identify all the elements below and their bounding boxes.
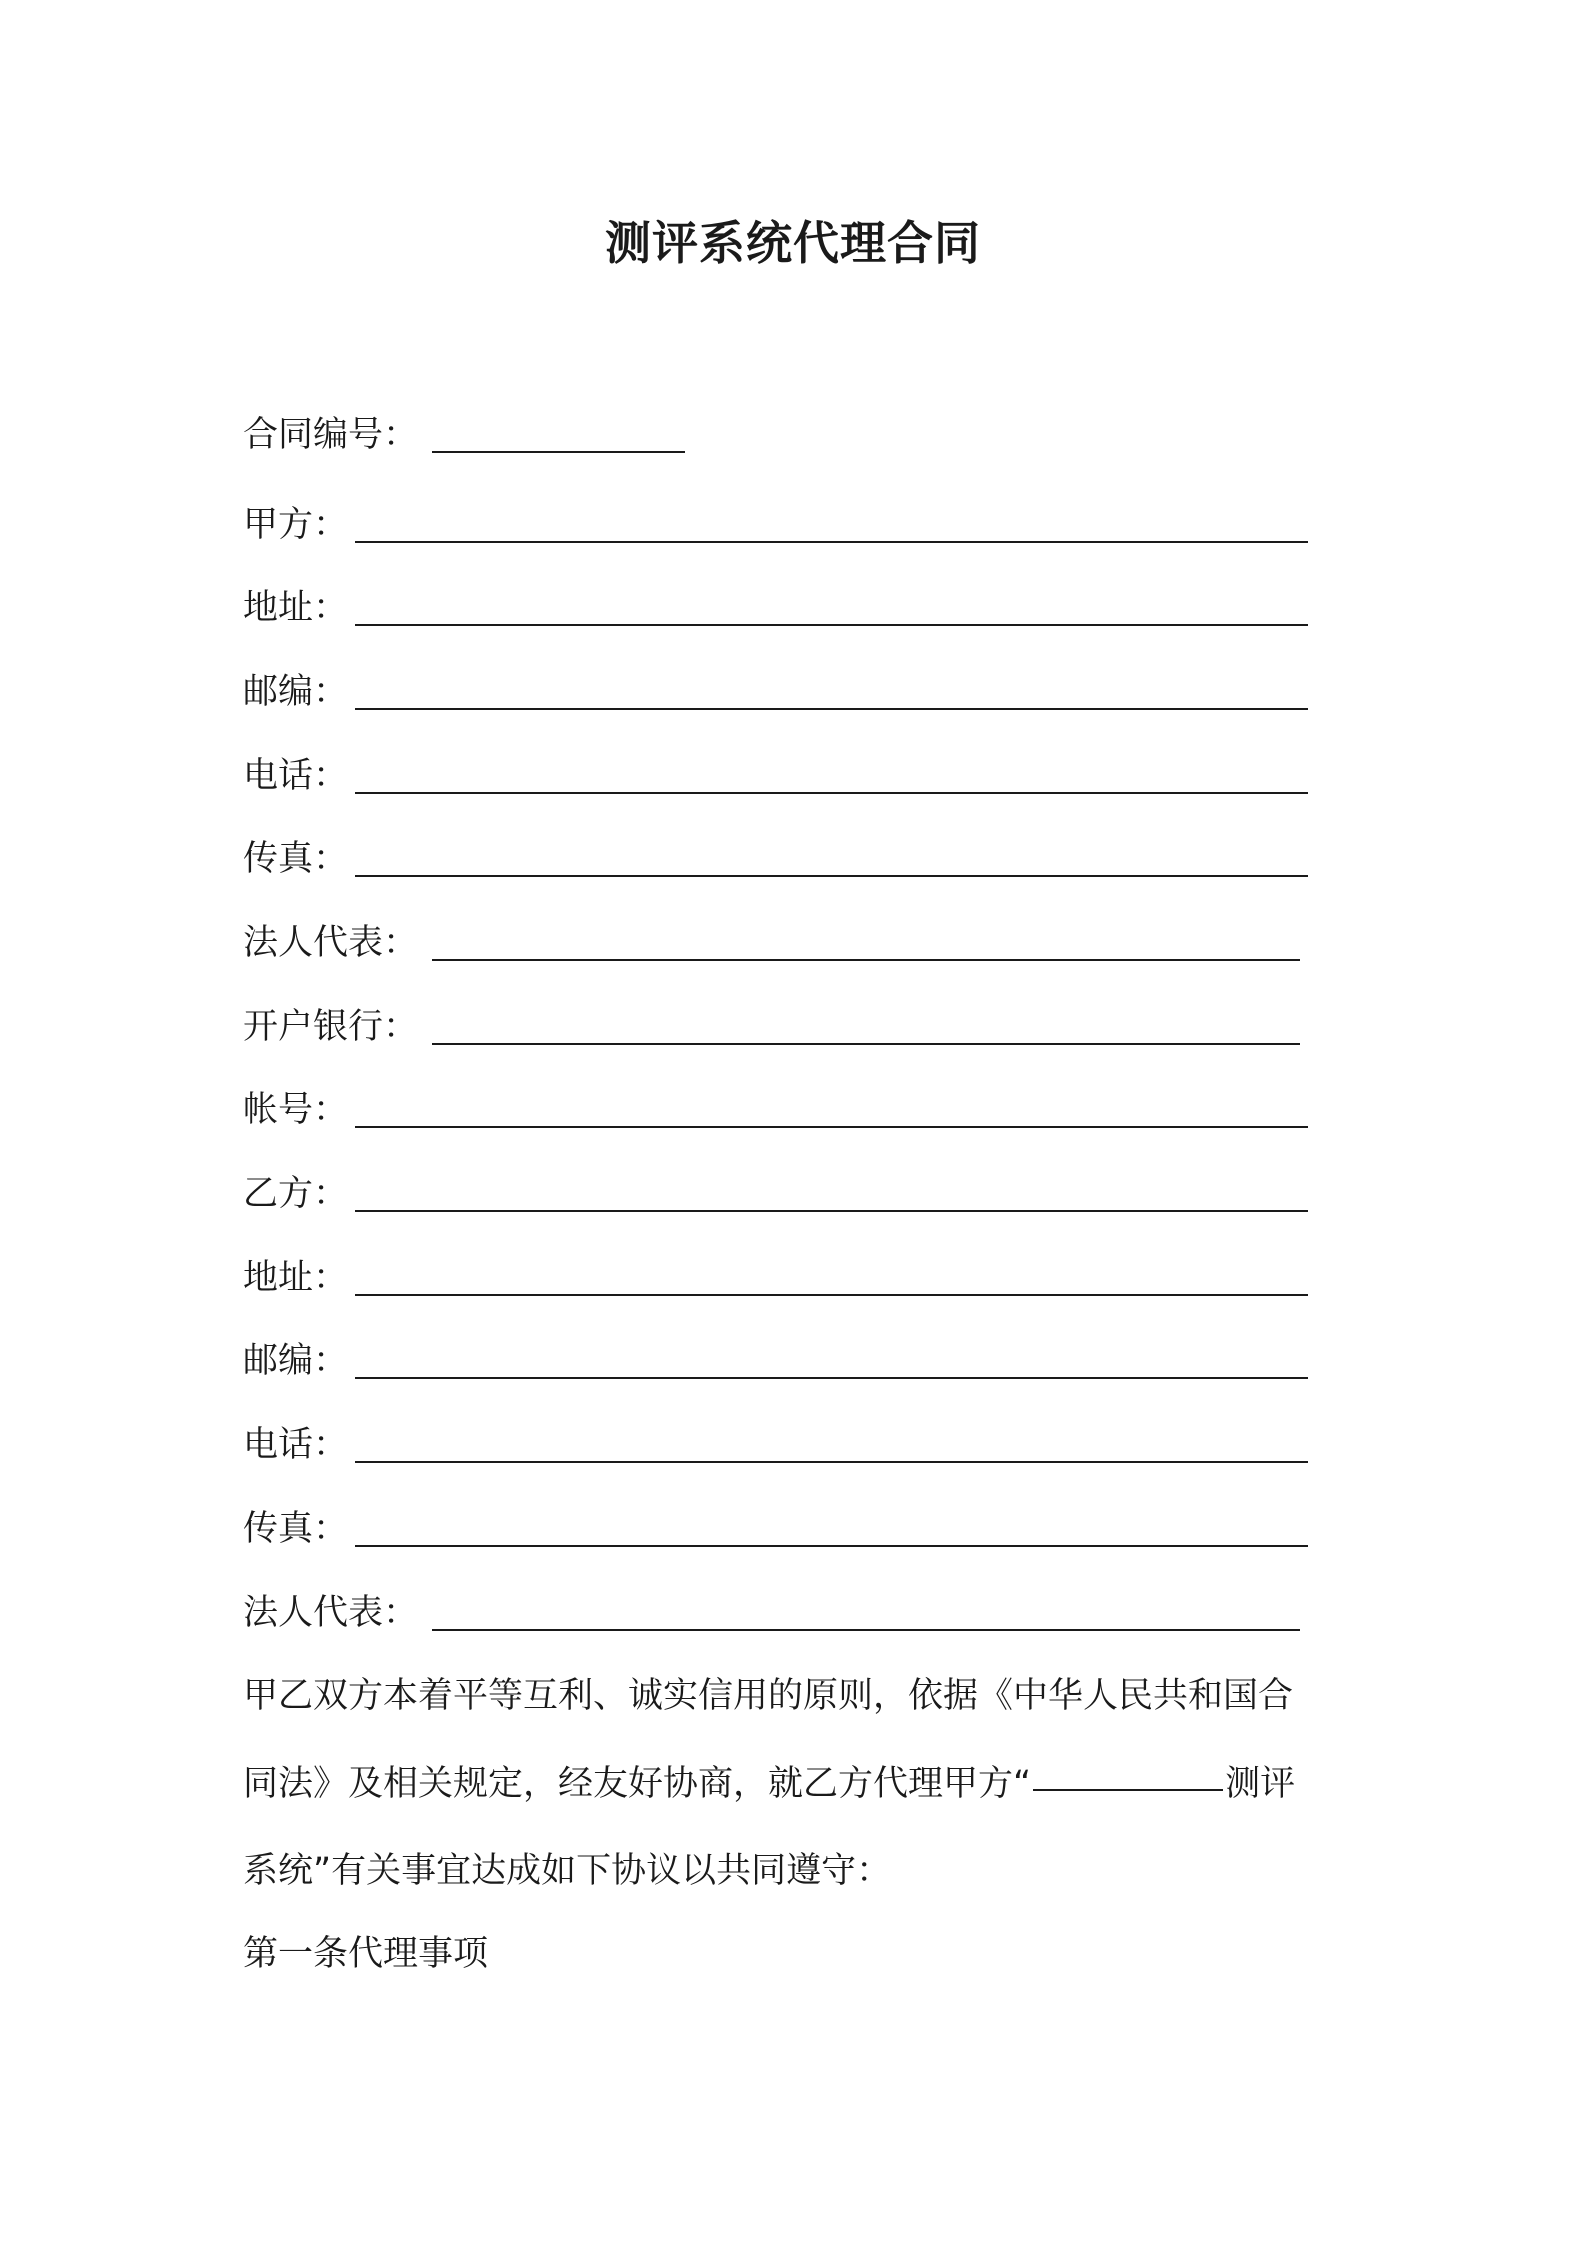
article-1-heading: 第一条代理事项 xyxy=(243,1934,489,1974)
party-b-legal-rep-field[interactable] xyxy=(243,1588,418,1638)
party-b-name-field[interactable] xyxy=(243,1169,348,1219)
preamble-line-2 xyxy=(243,1759,1295,1809)
party-a-name-label: 甲方： xyxy=(243,505,349,545)
party-b-fax-field[interactable] xyxy=(243,1504,348,1554)
party-a-name-blank[interactable] xyxy=(355,541,1308,543)
party-a-postcode-blank[interactable] xyxy=(355,708,1308,710)
party-b-name-blank[interactable] xyxy=(355,1210,1308,1212)
party-b-address-blank[interactable] xyxy=(355,1294,1308,1296)
party-b-name-label: 乙方： xyxy=(243,1174,349,1214)
party-a-address-field[interactable] xyxy=(243,583,348,633)
party-a-phone-blank[interactable] xyxy=(355,792,1308,794)
party-b-postcode-blank[interactable] xyxy=(355,1377,1308,1379)
party-b-fax-label: 传真： xyxy=(243,1509,349,1549)
party-a-fax-field[interactable] xyxy=(243,834,348,884)
party-b-phone-blank[interactable] xyxy=(355,1461,1308,1463)
party-b-legal-rep-label: 法人代表： xyxy=(243,1593,419,1633)
contract-number-blank[interactable] xyxy=(432,451,685,453)
party-a-legal-rep-label: 法人代表： xyxy=(243,923,419,963)
party-a-account-field[interactable] xyxy=(243,1085,348,1135)
party-b-address-label: 地址： xyxy=(243,1258,349,1298)
party-a-account-blank[interactable] xyxy=(355,1126,1308,1128)
party-a-name-field[interactable] xyxy=(243,500,348,550)
party-a-phone-field[interactable] xyxy=(243,751,348,801)
party-a-fax-label: 传真： xyxy=(243,839,349,879)
party-a-postcode-label: 邮编： xyxy=(243,672,349,712)
preamble-line-2-end: 测评 xyxy=(1225,1764,1296,1804)
party-b-phone-field[interactable] xyxy=(243,1420,348,1470)
party-a-legal-rep-field[interactable] xyxy=(243,918,418,968)
contract-number-label: 合同编号： xyxy=(243,415,419,455)
party-a-legal-rep-blank[interactable] xyxy=(432,959,1300,961)
party-a-fax-blank[interactable] xyxy=(355,875,1308,877)
party-b-postcode-field[interactable] xyxy=(243,1336,348,1386)
party-a-address-blank[interactable] xyxy=(355,624,1308,626)
party-a-account-label: 帐号： xyxy=(243,1090,349,1130)
party-a-bank-label: 开户银行： xyxy=(243,1007,419,1047)
document-title: 测评系统代理合同 xyxy=(605,216,981,270)
party-b-address-field[interactable] xyxy=(243,1253,348,1303)
party-a-phone-label: 电话： xyxy=(243,756,349,796)
system-name-blank[interactable] xyxy=(1033,1759,1223,1791)
party-a-address-label: 地址： xyxy=(243,588,349,628)
preamble-line-2-start: 同法》及相关规定，经友好协商，就乙方代理甲方“ xyxy=(243,1764,1032,1804)
preamble-line-3: 系统”有关事宜达成如下协议以共同遵守： xyxy=(243,1851,892,1891)
party-b-legal-rep-blank[interactable] xyxy=(432,1629,1300,1631)
party-a-bank-blank[interactable] xyxy=(432,1043,1300,1045)
party-a-postcode-field[interactable] xyxy=(243,667,348,717)
party-b-phone-label: 电话： xyxy=(243,1425,349,1465)
preamble-line-1: 甲乙双方本着平等互利、诚实信用的原则，依据《中华人民共和国合 xyxy=(243,1676,1294,1716)
party-b-postcode-label: 邮编： xyxy=(243,1341,349,1381)
party-a-bank-field[interactable] xyxy=(243,1002,418,1052)
party-b-fax-blank[interactable] xyxy=(355,1545,1308,1547)
contract-number-field[interactable] xyxy=(243,410,418,460)
